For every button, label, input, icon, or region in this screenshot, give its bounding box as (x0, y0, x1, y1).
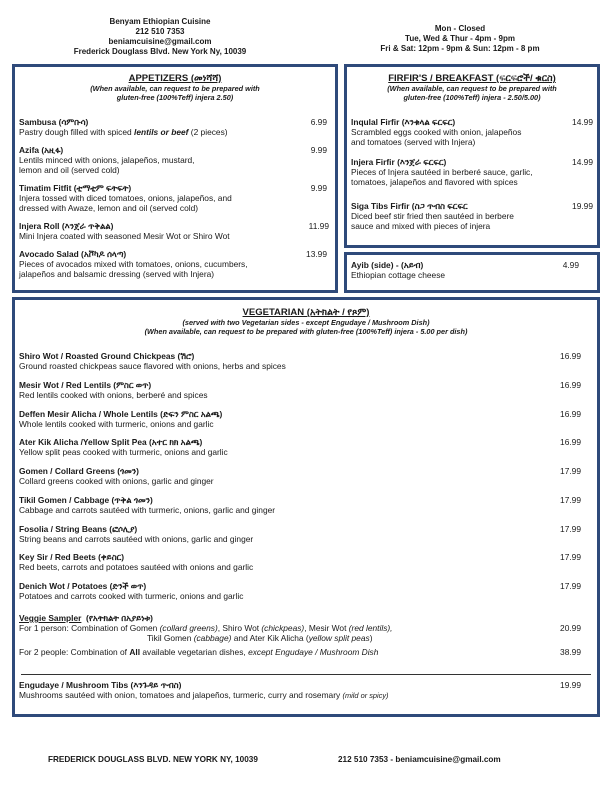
restaurant-address: Frederick Douglass Blvd. New York Ny, 10039 (73, 47, 247, 56)
item-price: 16.99 (560, 351, 581, 361)
appetizers-note-1: (When available, can request to be prepared with (90, 84, 260, 93)
item-description: Pieces of Injera sautéed in berberé sauce, garlic, (351, 167, 533, 177)
hours-line-2: Tue, Wed & Thur - 4pm - 9pm (405, 34, 515, 43)
sampler-amharic: (የአትክልት በአያይነቱ) (86, 613, 153, 623)
item-description: Red beets, carrots and potatoes sautéed with onions and garlic (19, 562, 254, 572)
item-price: 16.99 (560, 437, 581, 447)
item-price: 17.99 (560, 552, 581, 562)
item-name: Sambusa (ሳምቡሳ) (19, 117, 89, 127)
menu-item (19, 680, 539, 701)
item-description: Mini Injera coated with seasoned Mesir Wot or Shiro Wot (19, 231, 230, 241)
item-name: Ater Kik Alicha /Yellow Split Pea (አተር ክክ አልጫ) (19, 437, 203, 447)
sampler-two-people: For 2 people: Combination of All available vegetarian dishes, except Engudaye / Mushroom Dish (19, 647, 379, 657)
item-name: Ayib (side) - (አይብ) (351, 260, 424, 270)
item-name: Injera Firfir (እንጀራ ፍርፍር) (351, 157, 447, 167)
menu-item (19, 351, 519, 371)
item-description: Lentils minced with onions, jalapeños, mustard, (19, 155, 195, 165)
menu-item (19, 380, 519, 400)
item-name: Fosolia / String Beans (ፎሶሊያ) (19, 524, 138, 534)
restaurant-email: beniamcuisine@gmail.com (108, 37, 212, 46)
appetizers-section (12, 64, 338, 293)
item-name: Siga Tibs Firfir (ስጋ ጥብስ ፍርፍር (351, 201, 468, 211)
restaurant-phone: 212 510 7353 (135, 27, 185, 36)
item-description: Ethiopian cottage cheese (351, 270, 446, 280)
menu-item (19, 524, 519, 544)
item-price: 14.99 (572, 157, 593, 167)
item-description: Injera tossed with diced tomatoes, onions, jalapeños, and (19, 193, 232, 203)
menu-item (19, 249, 319, 279)
item-description: Pieces of avocados mixed with tomatoes, onions, cucumbers, (19, 259, 248, 269)
item-name: Injera Roll (እንጀራ ጥቅልል) (19, 221, 114, 231)
firfir-section (344, 64, 600, 248)
menu-item (351, 117, 561, 147)
item-description: and tomatoes (served with Injera) (351, 137, 476, 147)
item-price: 9.99 (310, 183, 327, 193)
item-name: Key Sir / Red Beets (ቀይስር) (19, 552, 125, 562)
vegetarian-section (12, 297, 600, 717)
menu-item (351, 157, 561, 187)
menu-item (19, 466, 519, 486)
item-name: Deffen Mesir Alicha / Whole Lentils (ድፍን ምስር አልጫ) (19, 409, 223, 419)
menu-item (19, 145, 289, 175)
item-price: 16.99 (560, 409, 581, 419)
item-description: Scrambled eggs cooked with onion, jalapeños (351, 127, 522, 137)
menu-item (19, 552, 519, 572)
item-price: 19.99 (560, 680, 581, 690)
firfir-note-1: (When available, can request to be prepared with (387, 84, 557, 93)
sampler-title (19, 613, 539, 623)
item-price: 14.99 (572, 117, 593, 127)
item-name: Azifa (አዚፋ) (19, 145, 64, 155)
sampler-price-two: 38.99 (560, 647, 581, 657)
item-description: dressed with Awaze, lemon and oil (served cold) (19, 203, 199, 213)
sampler-one-person-cont: Tikil Gomen (cabbage) and Ater Kik Alicha (yellow split peas) (147, 633, 373, 643)
item-price: 19.99 (572, 201, 593, 211)
vegetarian-note-2: (When available, can request to be prepared with gluten-free (100%Teff) injera - 5.00 per dish) (144, 327, 468, 336)
firfir-note-2: gluten-free (100%Teff) injera - 2.50/5.00) (403, 93, 541, 102)
item-description: Pastry dough filled with spiced lentils or beef (2 pieces) (19, 127, 228, 137)
menu-item (19, 117, 289, 137)
item-name: Denich Wot / Potatoes (ድንች ወጥ) (19, 581, 147, 591)
menu-item (19, 495, 519, 515)
restaurant-name: Benyam Ethiopian Cuisine (109, 17, 211, 26)
item-description: String beans and carrots sautéed with onions, garlic and ginger (19, 534, 254, 544)
item-price: 13.99 (306, 249, 327, 259)
menu-item (19, 409, 519, 429)
item-description: Collard greens cooked with onions, garlic and ginger (19, 476, 214, 486)
item-name: Mesir Wot / Red Lentils (ምስር ወጥ) (19, 380, 152, 390)
hours-line-3: Fri & Sat: 12pm - 9pm & Sun: 12pm - 8 pm (380, 44, 540, 53)
veggie-sampler (19, 613, 539, 657)
item-description: sauce and mixed with pieces of injera (351, 221, 491, 231)
menu-item (19, 437, 519, 457)
appetizers-title: APPETIZERS (መነሻሻ) (128, 73, 222, 84)
vegetarian-title: VEGETARIAN (አትክልት / የጾም) (242, 307, 370, 318)
item-name: Gomen / Collard Greens (ጎመን) (19, 466, 139, 476)
item-name: Avocado Salad (አቮካዶ ሰላጣ) (19, 249, 127, 259)
item-name: Engudaye / Mushroom Tibs (እንጉዳይ ጥብስ) (19, 680, 182, 690)
item-description: Potatoes and carrots cooked with turmeric, onions and garlic (19, 591, 244, 601)
item-description: lemon and oil (served cold) (19, 165, 120, 175)
sampler-one-person: For 1 person: Combination of Gomen (collard greens), Shiro Wot (chickpeas), Mesir Wot (red lentils), (19, 623, 393, 633)
item-description: Red lentils cooked with onions, berberé and spices (19, 390, 208, 400)
item-price: 9.99 (310, 145, 327, 155)
item-price: 11.99 (308, 221, 329, 231)
section-divider (21, 674, 591, 675)
item-description: Cabbage and carrots sautéed with turmeric, onions, garlic and ginger (19, 505, 276, 515)
opening-hours (340, 24, 580, 54)
item-description: Mushrooms sautéed with onion, tomatoes and jalapeños, turmeric, curry and rosemary (mild or spicy) (19, 690, 389, 700)
menu-item (19, 581, 519, 601)
footer-address: FREDERICK DOUGLASS BLVD. NEW YORK NY, 10039 (48, 755, 258, 764)
item-name: Tikil Gomen / Cabbage (ጥቅል ጎመን) (19, 495, 153, 505)
menu-item (351, 260, 551, 280)
sampler-price-one: 20.99 (560, 623, 581, 633)
vegetarian-note-1: (served with two Vegetarian sides - except Engudaye / Mushroom Dish) (182, 318, 430, 327)
item-price: 16.99 (560, 380, 581, 390)
sampler-name: Veggie Sampler (19, 613, 82, 623)
firfir-title: FIRFIR'S / BREAKFAST (ፍርፍሮች/ ቁርስ) (388, 73, 556, 84)
item-price: 17.99 (560, 466, 581, 476)
item-description: tomatoes, jalapeños and flavored with spices (351, 177, 518, 187)
item-price: 17.99 (560, 524, 581, 534)
item-description: jalapeños and balsamic dressing (served with Injera) (19, 269, 215, 279)
restaurant-header (40, 17, 280, 57)
item-price: 17.99 (560, 495, 581, 505)
item-name: Inqulal Firfir (እንቁላል ፍርፍር) (351, 117, 456, 127)
footer-contact: 212 510 7353 - beniamcuisine@gmail.com (338, 755, 501, 764)
item-description: Diced beef stir fried then sautéed in berbere (351, 211, 514, 221)
item-name: Timatim Fitfit (ቲማቲም ፍትፍት) (19, 183, 132, 193)
item-description: Yellow split peas cooked with turmeric, onions and garlic (19, 447, 228, 457)
item-name: Shiro Wot / Roasted Ground Chickpeas (ሽሮ) (19, 351, 195, 361)
menu-item (351, 201, 561, 231)
appetizers-note-2: gluten-free (100%Teff) injera 2.50) (116, 93, 234, 102)
item-price: 4.99 (562, 260, 579, 270)
item-price: 6.99 (310, 117, 327, 127)
item-price: 17.99 (560, 581, 581, 591)
menu-item (19, 221, 299, 241)
item-description: Whole lentils cooked with turmeric, onions and garlic (19, 419, 214, 429)
menu-item (19, 183, 309, 213)
item-description: Ground roasted chickpeas sauce flavored with onions, herbs and spices (19, 361, 286, 371)
hours-line-1: Mon - Closed (434, 24, 486, 33)
ayib-section (344, 252, 600, 293)
